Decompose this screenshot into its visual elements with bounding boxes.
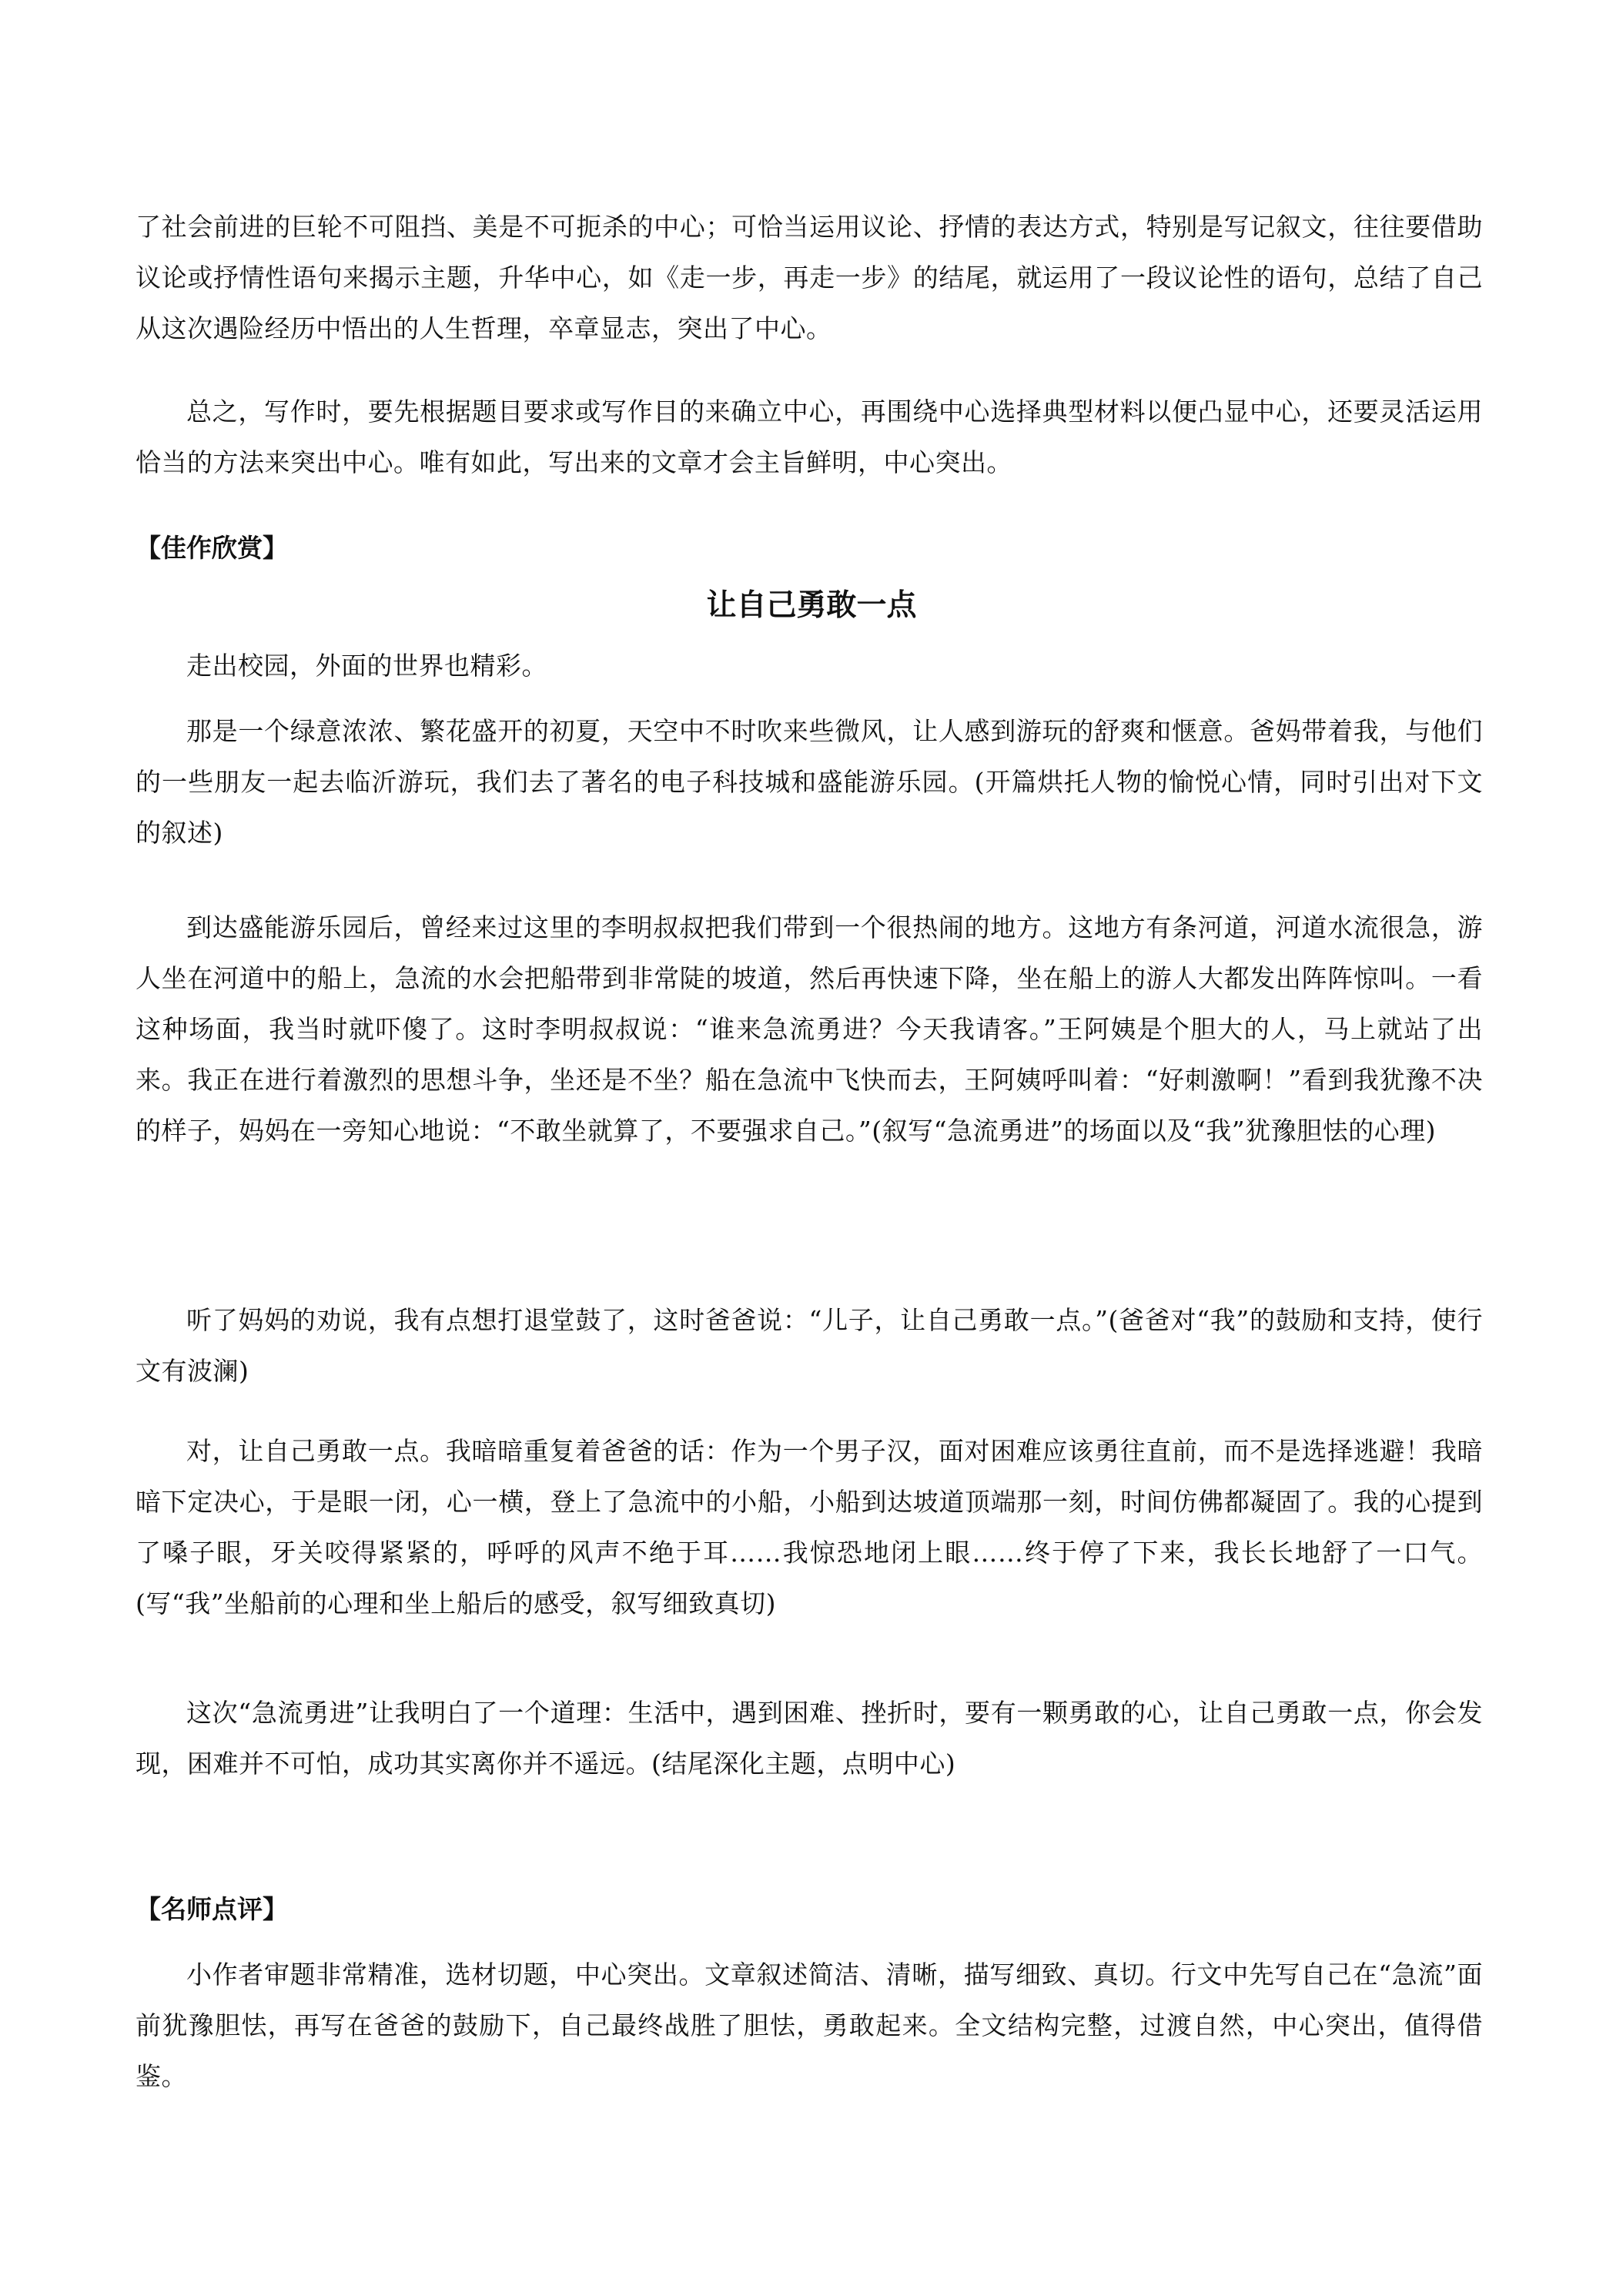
- essay-paragraph-3: 到达盛能游乐园后，曾经来过这里的李明叔叔把我们带到一个很热闹的地方。这地方有条河道，河道水流很急，游人坐在河道中的船上，急流的水会把船带到非常陡的坡道，然后再快速下降，坐在船上的游人大都发出阵阵惊叫。一看这种场面，我当时就吓傻了。这时李明叔叔说：“谁来急流勇进？今天我请客。”王阿姨是个胆大的人，马上就站了出来。我正在进行着激烈的思想斗争，坐还是不坐？船在急流中飞快而去，王阿姨呼叫着：“好刺激啊！”看到我犹豫不决的样子，妈妈在一旁知心地说：“不敢坐就算了，不要强求自己。”(叙写“急流勇进”的场面以及“我”犹豫胆怯的心理): [136, 912, 1483, 1146]
- essay-paragraph-1: 走出校园，外面的世界也精彩。: [186, 651, 547, 681]
- review-paragraph: 小作者审题非常精准，选材切题，中心突出。文章叙述简洁、清晰，描写细致、真切。行文中先写自己在“急流”面前犹豫胆怯，再写在爸爸的鼓励下，自己最终战胜了胆怯，勇敢起来。全文结构完整，过渡自然，中心突出，值得借鉴。: [136, 1960, 1483, 2091]
- continued-paragraph: 了社会前进的巨轮不可阻挡、美是不可扼杀的中心；可恰当运用议论、抒情的表达方式，特别是写记叙文，往往要借助议论或抒情性语句来揭示主题，升华中心，如《走一步，再走一步》的结尾，就运用了一段议论性的语句，总结了自己从这次遇险经历中悟出的人生哲理，卒章显志，突出了中心。: [136, 212, 1483, 343]
- essay-paragraph-6: 这次“急流勇进”让我明白了一个道理：生活中，遇到困难、挫折时，要有一颗勇敢的心，让自己勇敢一点，你会发现，困难并不可怕，成功其实离你并不遥远。(结尾深化主题，点明中心): [136, 1698, 1483, 1779]
- essay-paragraph-2: 那是一个绿意浓浓、繁花盛开的初夏，天空中不时吹来些微风，让人感到游玩的舒爽和惬意。爸妈带着我，与他们的一些朋友一起去临沂游玩，我们去了著名的电子科技城和盛能游乐园。(开篇烘托人物的愉悦心情，同时引出对下文的叙述): [136, 716, 1483, 848]
- essay-section-heading: 【佳作欣赏】: [136, 533, 288, 563]
- summary-paragraph: 总之，写作时，要先根据题目要求或写作目的来确立中心，再围绕中心选择典型材料以便凸显中心，还要灵活运用恰当的方法来突出中心。唯有如此，写出来的文章才会主旨鲜明，中心突出。: [136, 397, 1483, 477]
- essay-paragraph-5: 对，让自己勇敢一点。我暗暗重复着爸爸的话：作为一个男子汉，面对困难应该勇往直前，而不是选择逃避！我暗暗下定决心，于是眼一闭，心一横，登上了急流中的小船，小船到达坡道顶端那一刻，时间仿佛都凝固了。我的心提到了嗓子眼，牙关咬得紧紧的，呼呼的风声不绝于耳……我惊恐地闭上眼……终于停了下来，我长长地舒了一口气。(写“我”坐船前的心理和坐上船后的感受，叙写细致真切): [136, 1436, 1483, 1618]
- essay-title: 让自己勇敢一点: [706, 587, 917, 623]
- review-section-heading: 【名师点评】: [136, 1894, 288, 1924]
- essay-paragraph-4: 听了妈妈的劝说，我有点想打退堂鼓了，这时爸爸说：“儿子，让自己勇敢一点。”(爸爸对“我”的鼓励和支持，使行文有波澜): [136, 1305, 1483, 1386]
